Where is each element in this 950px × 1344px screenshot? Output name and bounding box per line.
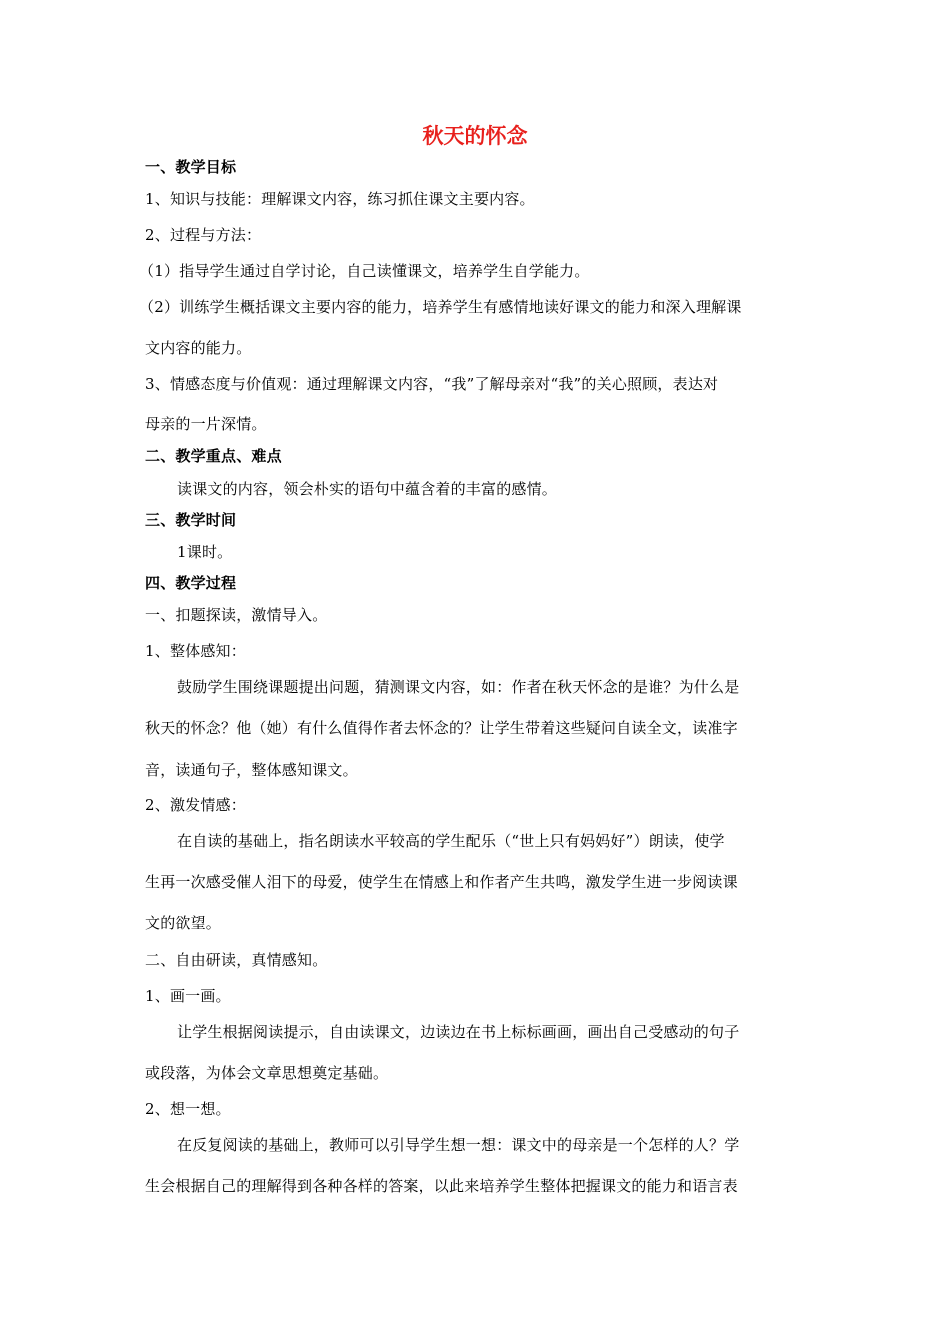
text-line: 在自读的基础上，指名朗读水平较高的学生配乐（“世上只有妈妈好”）朗读，使学 (177, 832, 725, 850)
text-line: 1、整体感知： (145, 642, 246, 660)
text-line: 在反复阅读的基础上，教师可以引导学生想一想：课文中的母亲是一个怎样的人？学 (177, 1136, 740, 1154)
text-line: 或段落，为体会文章思想奠定基础。 (145, 1064, 389, 1082)
text-line: 2、想一想。 (145, 1100, 231, 1118)
text-line: 读课文的内容，领会朴实的语句中蕴含着的丰富的感情。 (177, 480, 558, 498)
text-line: 让学生根据阅读提示，自由读课文，边读边在书上标标画画，画出自己受感动的句子 (177, 1023, 740, 1041)
text-line: 1、画一画。 (145, 987, 231, 1005)
text-line: 1、知识与技能：理解课文内容，练习抓住课文主要内容。 (145, 190, 535, 208)
text-line: 一、扣题探读，激情导入。 (145, 606, 328, 624)
text-line: 2、激发情感： (145, 796, 246, 814)
section-heading-time: 三、教学时间 (145, 511, 237, 529)
text-line: 生会根据自己的理解得到各种各样的答案，以此来培养学生整体把握课文的能力和语言表 (145, 1177, 738, 1195)
text-line: 3、情感态度与价值观：通过理解课文内容，“我”了解母亲对“我”的关心照顾，表达对 (145, 375, 719, 393)
section-heading-process: 四、教学过程 (145, 574, 237, 592)
section-heading-objectives: 一、教学目标 (145, 158, 237, 176)
text-line: 1课时。 (177, 543, 233, 561)
text-line: 秋天的怀念？他（她）有什么值得作者去怀念的？让学生带着这些疑问自读全文，读准字 (145, 719, 738, 737)
document-title: 秋天的怀念 (422, 124, 528, 148)
text-line: 二、自由研读，真情感知。 (145, 951, 328, 969)
text-line: 生再一次感受催人泪下的母爱，使学生在情感上和作者产生共鸣，激发学生进一步阅读课 (145, 873, 738, 891)
section-heading-key-points: 二、教学重点、难点 (145, 447, 282, 465)
text-line: 文内容的能力。 (145, 339, 252, 357)
text-line: 母亲的一片深情。 (145, 415, 267, 433)
text-line: （1）指导学生通过自学讨论，自己读懂课文，培养学生自学能力。 (139, 262, 590, 280)
text-line: 2、过程与方法： (145, 226, 262, 244)
text-line: （2）训练学生概括课文主要内容的能力，培养学生有感情地读好课文的能力和深入理解课 (139, 298, 742, 316)
text-line: 音，读通句子，整体感知课文。 (145, 761, 358, 779)
text-line: 文的欲望。 (145, 914, 222, 932)
text-line: 鼓励学生围绕课题提出问题，猜测课文内容，如：作者在秋天怀念的是谁？为什么是 (177, 678, 740, 696)
